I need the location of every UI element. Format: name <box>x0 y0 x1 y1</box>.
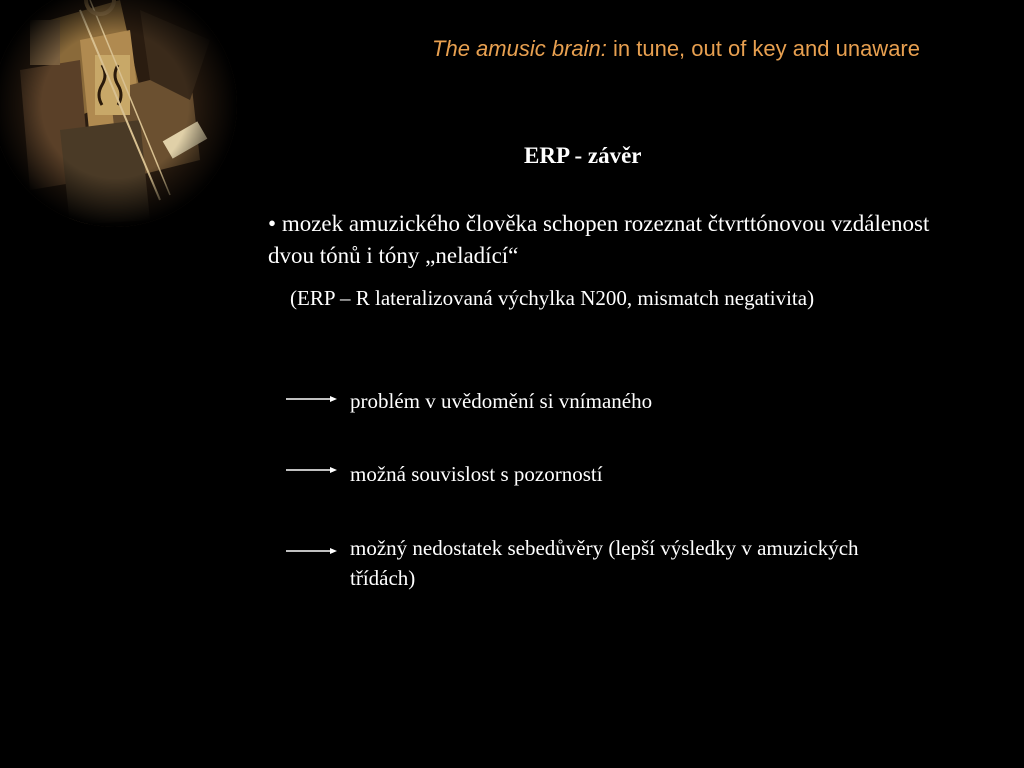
slide-heading: ERP - závěr <box>524 143 642 168</box>
bullet-symbol: • <box>268 211 277 236</box>
presentation-title <box>432 36 920 62</box>
right-arrow-icon <box>285 546 337 556</box>
sub-note-text: (ERP – R lateralizovaná výchylka N200, mismatch negativita) <box>290 286 815 310</box>
presentation-title-rest: in tune, out of key and unaware <box>606 36 920 61</box>
main-bullet-text: mozek amuzického člověka schopen rozeznat čtvrttónovou vzdálenost dvou tónů i tóny „neladící“ <box>268 211 930 268</box>
sub-note <box>290 283 880 313</box>
presentation-title-italic: The amusic brain: <box>432 36 607 61</box>
arrow-item-text: možná souvislost s pozorností <box>350 462 603 486</box>
arrow-item-text: možný nedostatek sebedůvěry (lepší výsledky v amuzických třídách) <box>350 536 859 590</box>
cubist-violin-painting <box>0 0 240 230</box>
arrow-item-text: problém v uvědomění si vnímaného <box>350 389 653 413</box>
right-arrow-icon <box>285 465 337 475</box>
right-arrow-icon <box>285 394 337 404</box>
main-bullet <box>268 208 968 272</box>
